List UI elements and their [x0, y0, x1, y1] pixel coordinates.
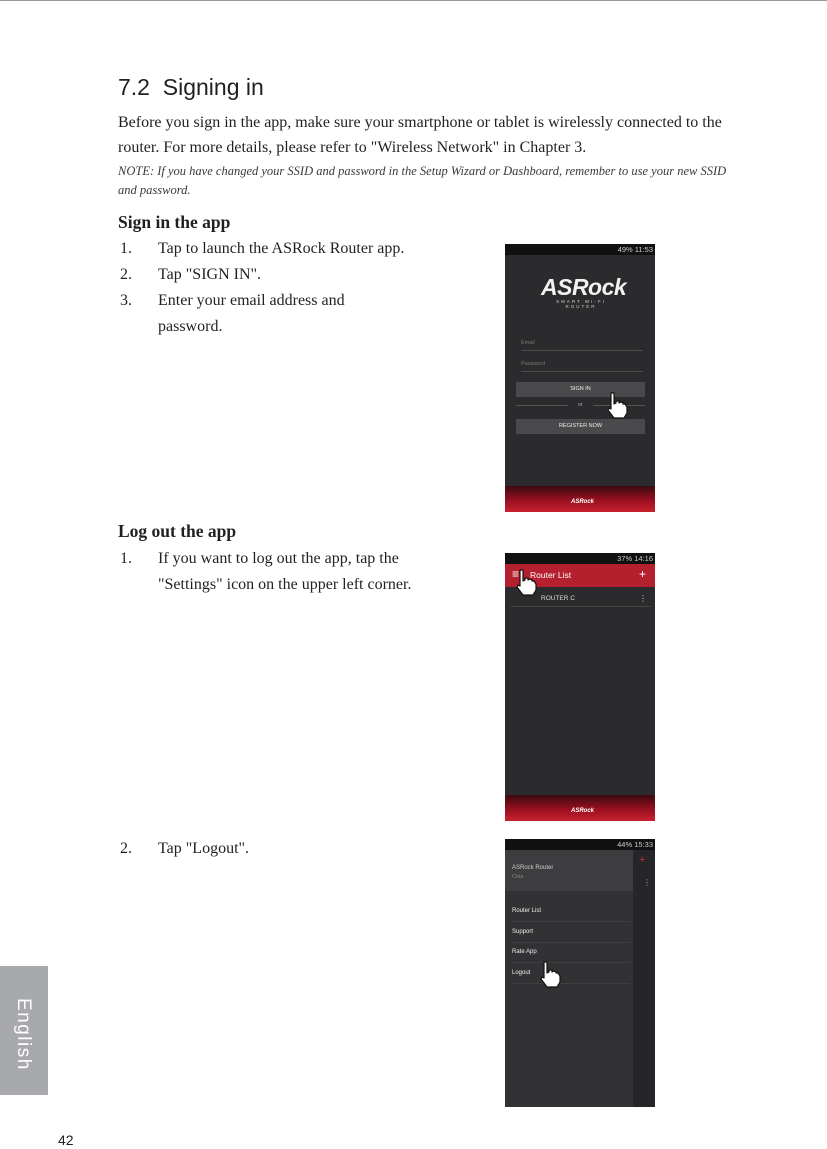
tap-hand-icon: [511, 567, 541, 597]
status-text: 49% 11:53: [617, 245, 653, 254]
asrock-logo: ASRock: [541, 274, 627, 300]
page-number: 42: [58, 1132, 74, 1148]
add-icon[interactable]: +: [638, 567, 646, 581]
section-number: 7.2: [118, 74, 150, 100]
register-now-button[interactable]: REGISTER NOW: [516, 419, 645, 434]
tap-hand-icon: [535, 959, 565, 989]
navigation-drawer: [505, 850, 633, 1107]
logo-subtitle: SMART WI-FI ROUTER: [556, 299, 606, 309]
router-list-screenshot: [505, 553, 655, 821]
step-number: 2.: [120, 266, 132, 283]
language-side-tab: [0, 966, 48, 1095]
note-paragraph: NOTE: If you have changed your SSID and password in the Setup Wizard or Dashboard, remember to use your new SSID and password.: [118, 164, 727, 197]
step-number: 3.: [120, 292, 132, 309]
step-text: If you want to log out the app, tap the "Settings" icon on the upper left corner.: [158, 550, 412, 593]
more-options-icon[interactable]: ⋮: [639, 594, 647, 603]
drawer-header-subtitle: Chia: [512, 874, 524, 880]
section-title: [118, 74, 264, 101]
or-label: or: [578, 402, 583, 408]
add-icon: +: [639, 854, 646, 866]
sign-in-button[interactable]: SIGN IN: [516, 382, 645, 397]
drawer-header: [505, 850, 633, 891]
password-field[interactable]: Password: [521, 357, 643, 372]
footer-brand: ASRock: [571, 808, 595, 814]
intro-paragraph: Before you sign in the app, make sure your smartphone or tablet is wirelessly connected to the router. For more details, please refer to "Wireless Network" in Chapter 3.: [118, 114, 722, 156]
logout-menu-screenshot: [505, 839, 655, 1107]
more-options-icon: ⋮: [643, 878, 651, 887]
status-bar: [505, 244, 655, 255]
drawer-item-logout[interactable]: Logout: [512, 963, 630, 984]
menu-icon[interactable]: ≡: [512, 567, 520, 581]
step-text: Tap to launch the ASRock Router app.: [158, 240, 405, 257]
drawer-item-support[interactable]: Support: [512, 922, 630, 943]
step-number: 1.: [120, 240, 132, 257]
language-label: English: [13, 998, 34, 1071]
drawer-item-rate-app[interactable]: Rate App: [512, 942, 630, 963]
step-text: Enter your email address and password.: [158, 292, 345, 335]
email-field[interactable]: Email: [521, 336, 643, 351]
step-text: Tap "SIGN IN".: [158, 266, 262, 283]
red-footer: [505, 795, 655, 821]
app-bar-title: Router List: [530, 570, 572, 580]
router-name: ROUTER C: [541, 595, 575, 602]
drawer-item-router-list[interactable]: Router List: [512, 901, 630, 922]
background-app-strip: [633, 850, 655, 1107]
step-text: Tap "Logout".: [158, 840, 250, 857]
sign-in-heading: Sign in the app: [118, 212, 231, 232]
step-number: 2.: [120, 840, 132, 857]
footer-brand: ASRock: [571, 499, 595, 505]
signin-screenshot: [505, 244, 655, 512]
top-rule: [0, 0, 827, 1]
log-out-heading: Log out the app: [118, 521, 237, 541]
red-footer: [505, 486, 655, 512]
status-bar: [505, 553, 655, 564]
status-text: 44% 15:33: [617, 840, 653, 849]
section-title-text: Signing in: [162, 74, 264, 100]
drawer-header-title: ASRock Router: [512, 865, 554, 871]
status-text: 37% 14:16: [617, 554, 653, 563]
step-number: 1.: [120, 550, 132, 567]
tap-hand-icon: [602, 390, 632, 420]
status-bar: [505, 839, 655, 850]
